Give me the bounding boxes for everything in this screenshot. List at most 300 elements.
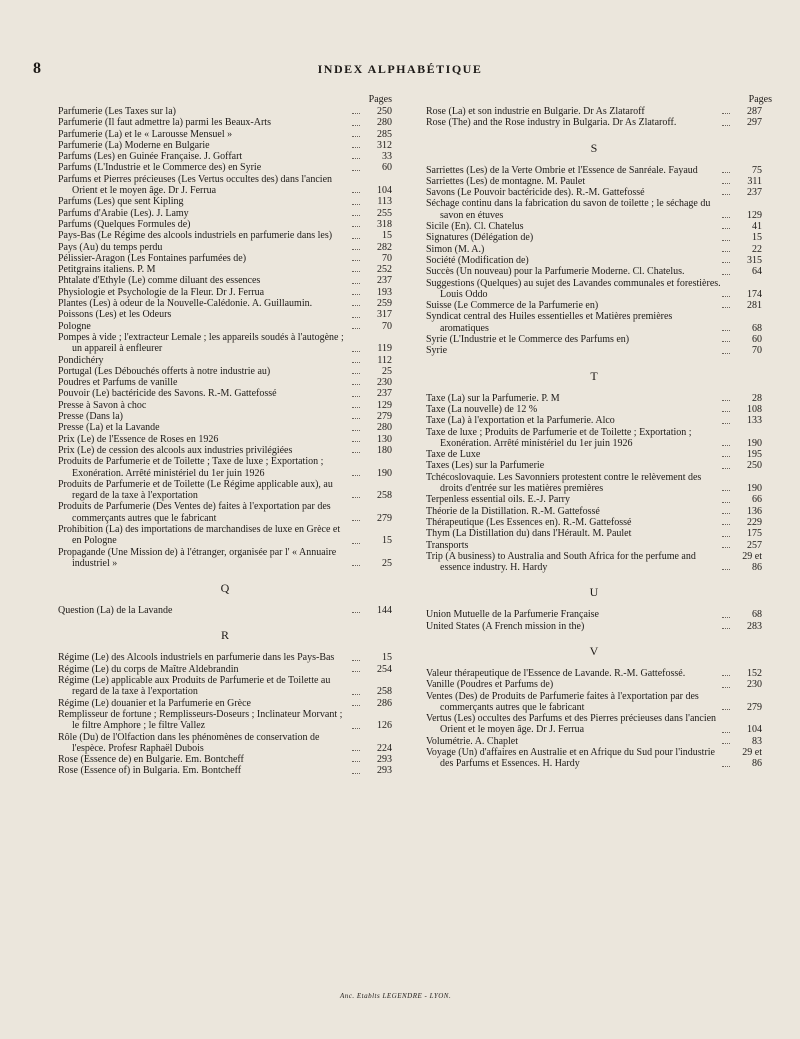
- right-column: [426, 93, 772, 770]
- entry-title: Thérapeutique (Les Essences en). R.-M. Gattefossé: [426, 516, 632, 528]
- entry-title: Parfumerie (La) Moderne en Bulgarie: [58, 139, 210, 151]
- entry-title: Succès (Un nouveau) pour la Parfumerie Moderne. Cl. Chatelus.: [426, 266, 685, 278]
- entry-pages: 293: [377, 754, 392, 766]
- entry-pages: 129: [747, 209, 762, 221]
- entry-pages: 293: [377, 765, 392, 777]
- dot-leader: [352, 215, 360, 216]
- index-entry: [58, 174, 392, 197]
- section-letter-u: U: [589, 585, 599, 600]
- index-entry: [426, 517, 762, 528]
- entry-title: Union Mutuelle de la Parfumerie Française: [426, 609, 599, 621]
- dot-leader: [352, 705, 360, 706]
- index-entry: [58, 675, 392, 698]
- entry-pages: 237: [377, 388, 392, 400]
- dot-leader: [722, 513, 730, 514]
- dot-leader: [722, 423, 730, 424]
- index-entry: [58, 140, 392, 151]
- section-letter-q: Q: [220, 581, 230, 596]
- entry-pages: 279: [377, 411, 392, 423]
- dot-leader: [352, 543, 360, 544]
- index-entry: [58, 230, 392, 241]
- entry-title: Poudres et Parfums de vanille: [58, 377, 178, 389]
- index-entry: [58, 219, 392, 230]
- entry-pages: 190: [747, 437, 762, 449]
- index-entry: [426, 494, 762, 505]
- entry-pages: 41: [752, 221, 762, 233]
- entry-pages: 70: [752, 345, 762, 357]
- entry-pages: 230: [747, 679, 762, 691]
- dot-leader: [352, 170, 360, 171]
- dot-leader: [722, 445, 730, 446]
- entry-pages: 250: [377, 106, 392, 117]
- entry-pages: 282: [377, 241, 392, 253]
- dot-leader: [722, 330, 730, 331]
- index-entry: [58, 501, 392, 524]
- dot-leader: [352, 660, 360, 661]
- index-entry: [426, 404, 762, 415]
- dot-leader: [722, 228, 730, 229]
- entry-pages: 144: [377, 605, 392, 617]
- index-entry: [426, 460, 762, 471]
- entry-pages: 280: [377, 422, 392, 434]
- entry-title: Question (La) de la Lavande: [58, 605, 173, 617]
- dot-leader: [722, 675, 730, 676]
- entry-pages: 15: [382, 230, 392, 242]
- entry-pages: 195: [747, 449, 762, 461]
- entry-title: Produits de Parfumerie et de Toilette ; Taxe de luxe ; Exportation ; Exonération. Arrêté ministériel du 1er juin 1926: [58, 456, 324, 479]
- dot-leader: [352, 452, 360, 453]
- index-entry: [426, 609, 762, 620]
- entry-title: Pays-Bas (Le Régime des alcools industriels en parfumerie dans les): [58, 230, 333, 242]
- entry-title: Régime (Le) douanier et la Parfumerie en Grèce: [58, 697, 251, 709]
- entry-pages: 250: [747, 460, 762, 472]
- entry-pages: 113: [377, 196, 392, 208]
- dot-leader: [352, 305, 360, 306]
- index-entry: [58, 698, 392, 709]
- entry-title: Suisse (Le Commerce de la Parfumerie en): [426, 300, 599, 312]
- entry-pages: 83: [752, 735, 762, 747]
- index-entry: [426, 393, 762, 404]
- dot-leader: [722, 547, 730, 548]
- entry-pages: 130: [377, 433, 392, 445]
- index-entry: [58, 547, 392, 570]
- entry-title: Tchécoslovaquie. Les Savonniers protestent contre le relèvement des droits d'entrée sur les matières premières: [426, 471, 702, 495]
- entry-pages: 29 et 86: [742, 747, 762, 770]
- entry-pages: 68: [752, 322, 762, 334]
- entry-title: Parfums d'Arabie (Les). J. Lamy: [58, 207, 189, 219]
- dot-leader: [352, 396, 360, 397]
- index-entry: [58, 456, 392, 479]
- pages-heading: Pages: [368, 94, 392, 105]
- entry-title: Pompes à vide ; l'extracteur Lemale ; les appareils soudés à l'autogène ; un appareil à enfleurer: [58, 331, 344, 355]
- entry-pages: 75: [752, 164, 762, 176]
- left-index-body: [58, 106, 392, 777]
- dot-leader: [352, 694, 360, 695]
- section-letter-v: V: [589, 643, 599, 658]
- dot-leader: [352, 373, 360, 374]
- index-entry: [426, 311, 762, 334]
- entry-title: Parfumerie (Il faut admettre la) parmi les Beaux-Arts: [58, 117, 271, 129]
- entry-title: Terpenless essential oils. E.-J. Parry: [426, 494, 570, 506]
- index-entry: [58, 422, 392, 433]
- dot-leader: [352, 317, 360, 318]
- index-entry: [58, 754, 392, 765]
- entry-pages: 287: [747, 106, 762, 117]
- entry-title: Parfums (Les) que sent Kipling: [58, 196, 184, 208]
- entry-pages: 60: [752, 334, 762, 346]
- dot-leader: [722, 296, 730, 297]
- index-entry: [426, 221, 762, 232]
- index-entry: [426, 300, 762, 311]
- section-letter-r: R: [220, 628, 229, 643]
- index-entry: [58, 242, 392, 253]
- entry-title: Prix (Le) de l'Essence de Roses en 1926: [58, 433, 219, 445]
- index-entry: [58, 366, 392, 377]
- entry-title: Produits de Parfumerie (Des Ventes de) faites à l'exportation par des commerçants autres que le fabricant: [58, 501, 331, 524]
- entry-pages: 193: [377, 286, 392, 298]
- dot-leader: [722, 743, 730, 744]
- index-entry: [58, 332, 392, 355]
- entry-pages: 318: [377, 218, 392, 230]
- entry-title: Thym (La Distillation du) dans l'Hérault. M. Paulet: [426, 528, 632, 540]
- entry-title: Rose (La) et son industrie en Bulgarie. Dr As Zlataroff: [426, 106, 645, 117]
- entry-title: Simon (M. A.): [426, 243, 485, 255]
- index-entry: [58, 765, 392, 776]
- entry-title: Séchage continu dans la fabrication du savon de toilette ; le séchage du savon en étuves: [426, 198, 711, 221]
- index-entry: [58, 287, 392, 298]
- index-entry: [426, 747, 762, 770]
- dot-leader: [352, 271, 360, 272]
- entry-title: Prix (Le) de cession des alcools aux industries privilégiées: [58, 444, 293, 456]
- entry-pages: 108: [747, 403, 762, 415]
- entry-pages: 257: [747, 539, 762, 551]
- entry-pages: 15: [382, 535, 392, 547]
- entry-title: Trip (A business) to Australia and South Africa for the perfume and essence industry. H. Hardy: [426, 550, 696, 574]
- entry-title: Régime (Le) applicable aux Produits de Parfumerie et de Toilette au regard de la taxe à l'exportation: [58, 675, 331, 698]
- index-entry: [426, 232, 762, 243]
- index-entry: [58, 355, 392, 366]
- dot-leader: [352, 158, 360, 159]
- entry-pages: 180: [377, 444, 392, 456]
- entry-pages: 258: [377, 490, 392, 502]
- index-entry: [58, 321, 392, 332]
- entry-title: Régime (Le) du corps de Maître Aldebrandin: [58, 663, 239, 675]
- index-entry: [426, 691, 762, 714]
- dot-leader: [352, 226, 360, 227]
- index-entry: [426, 415, 762, 426]
- entry-title: Rose (Essence of) in Bulgaria. Em. Bontcheff: [58, 765, 242, 777]
- entry-pages: 25: [382, 557, 392, 569]
- dot-leader: [352, 773, 360, 774]
- index-entry: [426, 668, 762, 679]
- index-entry: [426, 176, 762, 187]
- index-entry: [426, 449, 762, 460]
- entry-title: Parfums (L'Industrie et le Commerce des) en Syrie: [58, 162, 262, 174]
- section-letter-s: S: [590, 140, 598, 155]
- entry-pages: 283: [747, 620, 762, 632]
- entry-pages: 259: [377, 298, 392, 310]
- left-column: [58, 93, 392, 777]
- entry-pages: 281: [747, 300, 762, 312]
- entry-title: Parfumerie (La) et le « Larousse Mensuel »: [58, 128, 233, 140]
- dot-leader: [722, 524, 730, 525]
- dot-leader: [352, 238, 360, 239]
- index-entry: [426, 427, 762, 450]
- index-entry: [58, 151, 392, 162]
- entry-title: Sicile (En). Cl. Chatelus: [426, 221, 524, 233]
- entry-title: Parfums (Quelques Formules de): [58, 218, 191, 230]
- dot-leader: [722, 194, 730, 195]
- entry-pages: 297: [747, 117, 762, 129]
- index-entry: [426, 679, 762, 690]
- entry-title: United States (A French mission in the): [426, 620, 585, 632]
- dot-leader: [722, 490, 730, 491]
- entry-pages: 280: [377, 117, 392, 129]
- index-entry: [426, 255, 762, 266]
- dot-leader: [352, 283, 360, 284]
- entry-title: Portugal (Les Débouchés offerts à notre industrie au): [58, 365, 271, 377]
- entry-pages: 252: [377, 264, 392, 276]
- index-entry: [58, 388, 392, 399]
- dot-leader: [352, 612, 360, 613]
- entry-title: Savons (Le Pouvoir bactéricide des). R.-M. Gattefossé: [426, 187, 645, 199]
- dot-leader: [352, 192, 360, 193]
- dot-leader: [352, 260, 360, 261]
- entry-title: Syndicat central des Huiles essentielles et Matières premières aromatiques: [426, 311, 673, 334]
- entry-title: Sarriettes (Les) de montagne. M. Paulet: [426, 175, 586, 187]
- entry-title: Taxe de luxe ; Produits de Parfumerie et de Toilette ; Exportation ; Exonération. Arrêté ministériel du 1er juin 1926: [426, 426, 692, 449]
- index-entry: [58, 162, 392, 173]
- dot-leader: [722, 732, 730, 733]
- index-entry: [58, 117, 392, 128]
- entry-pages: 237: [747, 187, 762, 199]
- dot-leader: [722, 569, 730, 570]
- page-number: 8: [33, 60, 41, 77]
- entry-pages: 315: [747, 254, 762, 266]
- entry-pages: 255: [377, 207, 392, 219]
- entry-title: Taxe (La nouvelle) de 12 %: [426, 403, 538, 415]
- entry-title: Valeur thérapeutique de l'Essence de Lavande. R.-M. Gattefossé.: [426, 667, 686, 679]
- entry-title: Transports: [426, 539, 469, 551]
- entry-title: Presse (Dans la): [58, 411, 123, 423]
- dot-leader: [352, 497, 360, 498]
- dot-leader: [352, 750, 360, 751]
- entry-pages: 104: [377, 185, 392, 197]
- entry-title: Société (Modification de): [426, 254, 529, 266]
- entry-pages: 254: [377, 663, 392, 675]
- entry-title: Suggestions (Quelques) au sujet des Lavandes communales et forestières. Louis Oddo: [426, 277, 721, 300]
- entry-pages: 224: [377, 742, 392, 754]
- dot-leader: [722, 251, 730, 252]
- entry-pages: 33: [382, 151, 392, 163]
- dot-leader: [722, 766, 730, 767]
- index-entry: [426, 165, 762, 176]
- dot-leader: [352, 328, 360, 329]
- entry-pages: 285: [377, 128, 392, 140]
- entry-pages: 133: [747, 415, 762, 427]
- entry-title: Rôle (Du) de l'Olfaction dans les phénomènes de conservation de l'espèce. Profesr Raphaël Dubois: [58, 731, 320, 754]
- entry-pages: 15: [752, 232, 762, 244]
- dot-leader: [722, 172, 730, 173]
- entry-pages: 229: [747, 516, 762, 528]
- entry-pages: 70: [382, 320, 392, 332]
- entry-title: Parfums et Pierres précieuses (Les Vertus occultes des) dans l'ancien Orient et le moyen âge. Dr J. Ferrua: [58, 173, 333, 197]
- dot-leader: [352, 520, 360, 521]
- dot-leader: [722, 353, 730, 354]
- dot-leader: [352, 430, 360, 431]
- dot-leader: [722, 240, 730, 241]
- pages-heading: Pages: [748, 94, 772, 105]
- index-entry: [58, 479, 392, 502]
- dot-leader: [722, 274, 730, 275]
- dot-leader: [722, 411, 730, 412]
- entry-title: Rose (Essence de) en Bulgarie. Em. Bontcheff: [58, 754, 244, 766]
- entry-title: Produits de Parfumerie et de Toilette (Le Régime applicable aux), au regard de la taxe à l'exportation: [58, 478, 333, 502]
- index-entry: [58, 129, 392, 140]
- index-entry: [58, 377, 392, 388]
- index-entry: [58, 524, 392, 547]
- entry-pages: 66: [752, 494, 762, 506]
- index-entry: [58, 309, 392, 320]
- index-entry: [426, 506, 762, 517]
- index-entry: [58, 208, 392, 219]
- dot-leader: [352, 294, 360, 295]
- index-entry: [426, 198, 762, 221]
- dot-leader: [722, 536, 730, 537]
- entry-pages: 112: [377, 354, 392, 366]
- index-entry: [426, 117, 762, 128]
- index-entry: [426, 713, 762, 736]
- entry-pages: 152: [747, 667, 762, 679]
- entry-pages: 25: [382, 365, 392, 377]
- entry-title: Physiologie et Psychologie de la Fleur. Dr J. Ferrua: [58, 286, 265, 298]
- dot-leader: [352, 671, 360, 672]
- index-entry: [58, 264, 392, 275]
- dot-leader: [352, 475, 360, 476]
- index-entry: [426, 187, 762, 198]
- entry-title: Parfums (Les) en Guinée Française. J. Goffart: [58, 151, 243, 163]
- entry-title: Signatures (Délégation de): [426, 232, 534, 244]
- dot-leader: [722, 687, 730, 688]
- index-entry: [58, 196, 392, 207]
- index-entry: [58, 445, 392, 456]
- entry-title: Rose (The) and the Rose industry in Bulgaria. Dr As Zlataroff.: [426, 117, 677, 129]
- entry-title: Presse à Savon à choc: [58, 399, 147, 411]
- index-entry: [58, 411, 392, 422]
- entry-pages: 104: [747, 724, 762, 736]
- index-entry: [58, 605, 392, 616]
- dot-leader: [352, 125, 360, 126]
- dot-leader: [352, 113, 360, 114]
- entry-title: Pouvoir (Le) bactéricide des Savons. R.-M. Gattefossé: [58, 388, 277, 400]
- entry-pages: 136: [747, 505, 762, 517]
- entry-title: Phtalate d'Ethyle (Le) comme diluant des essences: [58, 275, 261, 287]
- index-entry: [426, 345, 762, 356]
- index-entry: [426, 266, 762, 277]
- entry-pages: 64: [752, 266, 762, 278]
- index-entry: [58, 298, 392, 309]
- index-entry: [426, 278, 762, 301]
- index-entry: [58, 400, 392, 411]
- entry-pages: 311: [747, 175, 762, 187]
- entry-title: Ventes (Des) de Produits de Parfumerie faites à l'exportation par des commerçants autres que le fabricant: [426, 690, 699, 713]
- dot-leader: [352, 249, 360, 250]
- section-letter-t: T: [590, 368, 598, 383]
- entry-title: Taxe (La) sur la Parfumerie. P. M: [426, 392, 560, 404]
- entry-pages: 129: [377, 399, 392, 411]
- entry-title: Petitgrains italiens. P. M: [58, 264, 156, 276]
- index-entry: [58, 664, 392, 675]
- entry-pages: 29 et 86: [742, 550, 762, 574]
- index-entry: [58, 275, 392, 286]
- entry-pages: 68: [752, 609, 762, 621]
- entry-title: Théorie de la Distillation. R.-M. Gattefossé: [426, 505, 600, 517]
- index-entry: [58, 253, 392, 264]
- entry-pages: 312: [377, 139, 392, 151]
- dot-leader: [352, 147, 360, 148]
- index-entry: [58, 709, 392, 732]
- dot-leader: [352, 565, 360, 566]
- entry-title: Vertus (Les) occultes des Parfums et des Pierres précieuses dans l'ancien Orient et le moyen âge. Dr J. Ferrua: [426, 713, 717, 736]
- entry-title: Syrie (L'Industrie et le Commerce des Parfums en): [426, 334, 630, 346]
- entry-title: Taxe de Luxe: [426, 449, 481, 461]
- entry-title: Voyage (Un) d'affaires en Australie et en Afrique du Sud pour l'industrie des Parfums et Essences. H. Hardy: [426, 747, 715, 770]
- entry-pages: 317: [377, 309, 392, 321]
- index-entry: [426, 736, 762, 747]
- index-entry: [426, 106, 762, 117]
- dot-leader: [352, 384, 360, 385]
- entry-pages: 279: [377, 512, 392, 524]
- entry-title: Presse (La) et la Lavande: [58, 422, 160, 434]
- dot-leader: [352, 441, 360, 442]
- entry-title: Remplisseur de fortune ; Remplisseurs-Doseurs ; Inclinateur Morvant ; le filtre Amphore ; le filtre Vallez: [58, 708, 343, 732]
- entry-title: Pondichéry: [58, 354, 104, 366]
- entry-title: Taxes (Les) sur la Parfumerie: [426, 460, 545, 472]
- entry-title: Pélissier-Aragon (Les Fontaines parfumées de): [58, 252, 247, 264]
- entry-pages: 286: [377, 697, 392, 709]
- entry-title: Sarriettes (Les) de la Verte Ombrie et l'Essence de Sanréale. Fayaud: [426, 164, 698, 176]
- entry-title: Plantes (Les) à odeur de la Nouvelle-Calédonie. A. Guillaumin.: [58, 298, 313, 310]
- dot-leader: [722, 125, 730, 126]
- dot-leader: [722, 183, 730, 184]
- dot-leader: [722, 341, 730, 342]
- index-entry: [426, 551, 762, 574]
- dot-leader: [352, 204, 360, 205]
- dot-leader: [352, 418, 360, 419]
- entry-pages: 22: [752, 243, 762, 255]
- entry-pages: 190: [377, 467, 392, 479]
- entry-pages: 175: [747, 528, 762, 540]
- right-index-body: [426, 106, 762, 770]
- entry-pages: 230: [377, 377, 392, 389]
- dot-leader: [722, 628, 730, 629]
- index-entry: [426, 528, 762, 539]
- entry-title: Pays (Au) du temps perdu: [58, 241, 163, 253]
- dot-leader: [722, 217, 730, 218]
- entry-title: Prohibition (La) des importations de marchandises de luxe en Grèce et en Pologne: [58, 523, 341, 547]
- entry-title: Propagande (Une Mission de) à l'étranger, organisée par l' « Annuaire industriel »: [58, 546, 337, 569]
- index-entry: [58, 106, 392, 117]
- index-entry: [426, 244, 762, 255]
- index-entry: [58, 434, 392, 445]
- dot-leader: [722, 709, 730, 710]
- printer-imprint: Anc. Etablts LEGENDRE - LYON.: [340, 992, 452, 1000]
- entry-title: Volumétrie. A. Chaplet: [426, 735, 519, 747]
- entry-pages: 15: [382, 652, 392, 664]
- entry-title: Régime (Le) des Alcools industriels en parfumerie dans les Pays-Bas: [58, 652, 335, 664]
- dot-leader: [352, 728, 360, 729]
- running-title: INDEX ALPHABÉTIQUE: [317, 62, 483, 76]
